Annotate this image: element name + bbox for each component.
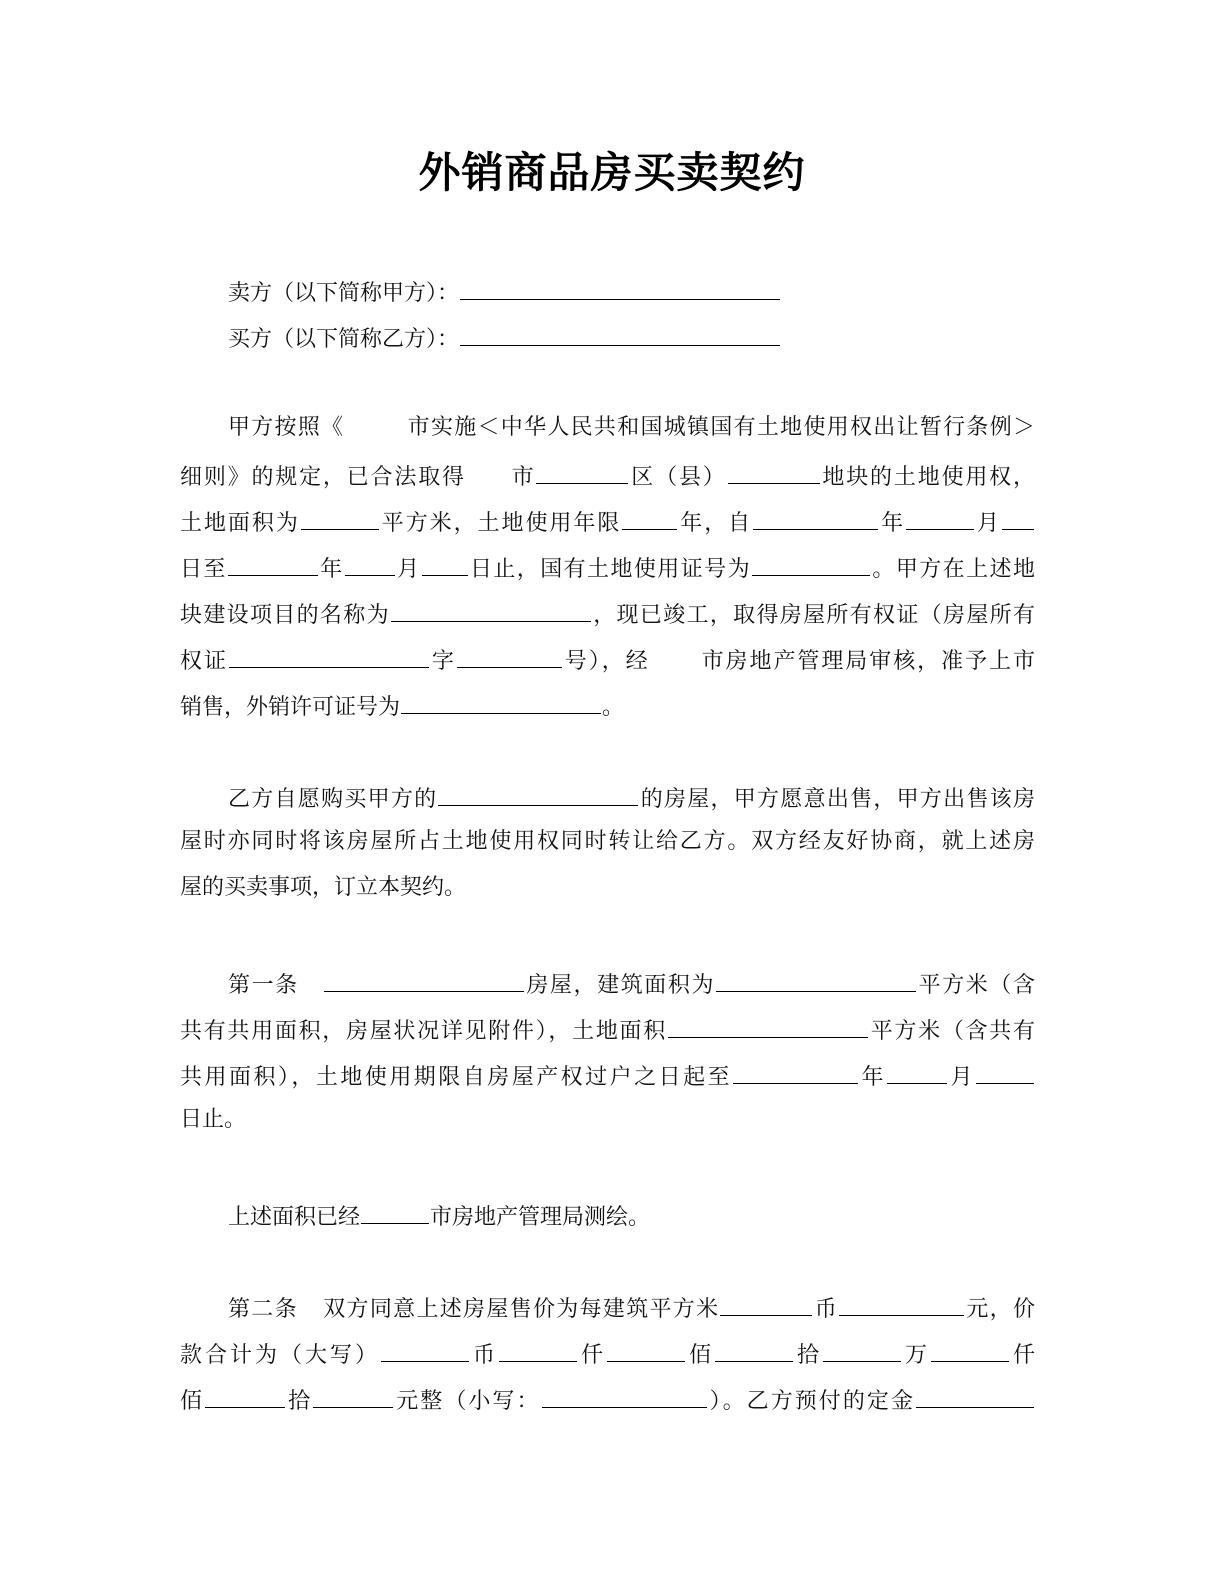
document-title: 外销商品房买卖契约 [418,148,806,197]
text: 月 [395,557,421,582]
p2-line3 [180,873,1035,903]
text: 字 [429,649,456,674]
unit-price-blank[interactable] [839,1291,964,1316]
article2-heading: 第二条 [228,1297,298,1322]
land-cert-no-blank[interactable] [752,551,870,576]
article2-line1 [180,1291,1035,1321]
end-year-blank[interactable] [228,551,318,576]
text: 日止。 [180,1107,247,1132]
p1-line7 [180,689,1035,719]
text: 土地面积为 [180,511,300,536]
buyer-name-blank[interactable] [460,321,780,346]
text: 仟 [1009,1343,1035,1368]
text: 佰 [180,1389,205,1414]
total-1k-blank[interactable] [931,1337,1009,1362]
text: 拾 [793,1343,822,1368]
survey-city-blank[interactable] [361,1199,429,1224]
article1-heading: 第一条 [228,973,299,998]
text: 块建设项目的名称为 [180,603,390,628]
text: 市 [509,465,536,490]
text: 拾 [286,1389,313,1414]
unit-price-currency-blank[interactable] [720,1291,812,1316]
text: 房屋，建筑面积为 [524,973,716,998]
text: 月 [948,1065,975,1090]
text: 乙方自愿购买甲方的 [228,787,438,812]
deposit-blank[interactable] [916,1383,1034,1408]
building-area-blank[interactable] [716,967,916,992]
buyer-line [180,321,1035,351]
seller-line [180,275,1035,305]
article1-line1 [180,967,1035,997]
text: 年 [318,557,344,582]
total-10m-blank[interactable] [499,1337,577,1362]
article2-line3 [180,1383,1035,1413]
district-blank[interactable] [536,459,628,484]
survey-line [180,1199,1035,1229]
start-day-blank[interactable] [1002,505,1034,530]
term-end-year-blank[interactable] [733,1059,858,1084]
text: 共有共用面积，房屋状况详见附件），土地面积 [180,1019,667,1044]
p1-line5 [180,597,1035,627]
total-10-blank[interactable] [205,1383,285,1408]
ownership-cert-no-blank[interactable] [457,643,562,668]
end-day-blank[interactable] [422,551,468,576]
land-years-blank[interactable] [622,505,677,530]
text: 款合计为（大写） [180,1343,380,1368]
p2-line1 [180,781,1035,811]
text: 仟 [577,1343,606,1368]
p1-line4 [180,551,1035,581]
house-desc-blank[interactable] [438,781,638,806]
ownership-cert-char-blank[interactable] [229,643,429,668]
house-location-blank[interactable] [324,967,524,992]
text: 市房地产管理局测绘。 [430,1205,651,1230]
text: ，现已竣工，取得房屋所有权证（房屋所有 [591,603,1035,628]
seller-name-blank[interactable] [460,275,780,300]
text: 地块的土地使用权， [820,465,1035,490]
article1-line4 [180,1105,1035,1135]
text: 万 [901,1343,930,1368]
text: 元整（小写： [394,1389,541,1414]
project-name-blank[interactable] [391,597,591,622]
term-end-day-blank[interactable] [976,1059,1034,1084]
total-numeric-blank[interactable] [542,1383,707,1408]
text: 屋的买卖事项，订立本契约。 [180,875,467,900]
start-month-blank[interactable] [906,505,974,530]
text: 屋时亦同时将该房屋所占土地使用权同时转让给乙方。双方经友好协商，就上述房 [180,829,1035,854]
term-end-month-blank[interactable] [887,1059,947,1084]
text: 市房地产管理局审核，准予上市 [699,649,1035,674]
text: 年 [859,1065,887,1090]
p1-line6 [180,643,1035,673]
text: 共用面积），土地使用期限自房屋产权过户之日起至 [180,1065,733,1090]
text: 。甲方在上述地 [871,557,1035,582]
text: 币 [813,1297,839,1322]
p1-line2 [180,459,1035,489]
p1-line3 [180,505,1035,535]
text: ）。乙方预付的定金 [707,1389,915,1414]
total-1-blank[interactable] [313,1383,393,1408]
p1-line1 [180,413,1035,443]
text: 佰 [685,1343,714,1368]
text: 平方米，土地使用年限 [379,511,622,536]
land-area-blank[interactable] [301,505,379,530]
text: 甲方按照《 [228,415,345,440]
text: 日至 [180,557,227,582]
text: 币 [469,1343,498,1368]
article2-line2 [180,1337,1035,1367]
total-10k-blank[interactable] [823,1337,901,1362]
text: 平方米（含 [917,973,1035,998]
text: 号），经 [562,649,650,674]
text: 平方米（含共有 [868,1019,1035,1044]
article1-line3 [180,1059,1035,1089]
p2-line2 [180,827,1035,857]
text: 销售，外销许可证号为 [180,695,401,720]
start-year-blank[interactable] [753,505,878,530]
text: 年 [879,511,906,536]
text: 区（县） [629,465,727,490]
total-100k-blank[interactable] [715,1337,793,1362]
total-currency-blank[interactable] [381,1337,469,1362]
text: 权证 [180,649,228,674]
text: 市实施＜中华人民共和国城镇国有土地使用权出让暂行条例＞ [406,415,1035,440]
text: 双方同意上述房屋售价为每建筑平方米 [321,1297,720,1322]
buyer-label: 买方（以下简称乙方）： [228,327,460,352]
land-area2-blank[interactable] [668,1013,868,1038]
article1-line2 [180,1013,1035,1043]
text: 月 [975,511,1001,536]
text: 年，自 [678,511,753,536]
export-permit-no-blank[interactable] [401,689,601,714]
seller-label: 卖方（以下简称甲方）： [228,281,460,306]
plot-blank[interactable] [728,459,820,484]
total-1m-blank[interactable] [607,1337,685,1362]
end-month-blank[interactable] [345,551,395,576]
text: 元，价 [965,1297,1035,1322]
text: 。 [602,695,625,720]
text: 日止，国有土地使用证号为 [468,557,751,582]
text: 细则》的规定，已合法取得 [180,465,466,490]
text: 上述面积已经 [228,1205,361,1230]
text: 的房屋，甲方愿意出售，甲方出售该房 [639,787,1035,812]
